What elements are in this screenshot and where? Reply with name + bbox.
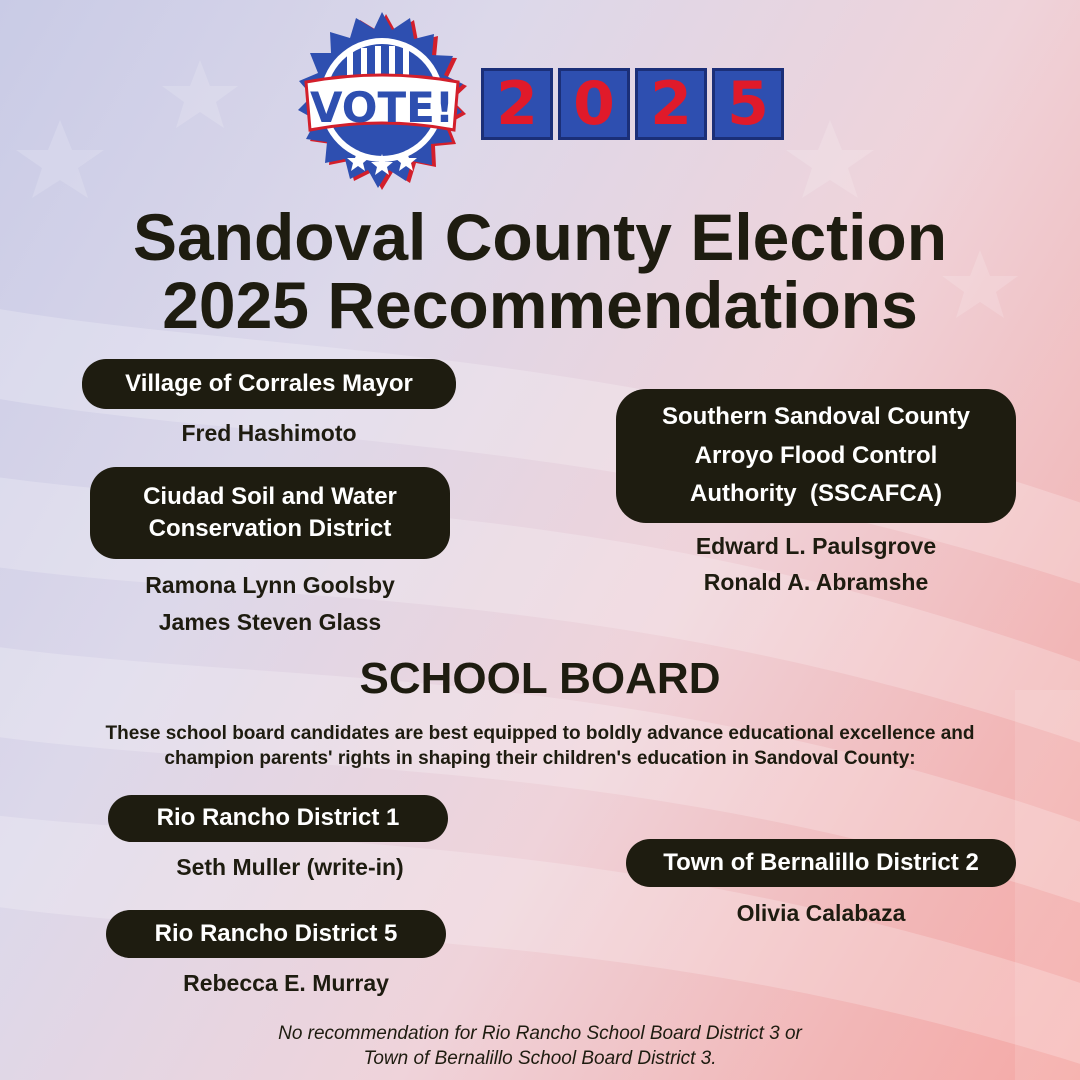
school-board-heading: SCHOOL BOARD: [359, 654, 721, 703]
candidate-name: Fred Hashimoto: [181, 420, 357, 446]
candidate-name: Ramona Lynn Goolsby: [145, 572, 395, 598]
footnote: No recommendation for Rio Rancho School Board District 3 or Town of Bernalillo School Board District 3.: [278, 1023, 802, 1069]
race-sscafca-label: Southern Sandoval County Arroyo Flood Control Authority (SSCAFCA): [616, 389, 1016, 523]
candidate-name: Rebecca E. Murray: [183, 970, 389, 996]
page-title-line2: 2025 Recommendations: [162, 268, 918, 342]
candidate-name: Olivia Calabaza: [736, 900, 906, 926]
race-rr5-label: Rio Rancho District 5: [106, 910, 446, 958]
year-digit: 5: [712, 68, 784, 140]
race-ciudad-label: Ciudad Soil and Water Conservation District: [90, 467, 450, 559]
candidate-name: Edward L. Paulsgrove: [695, 533, 937, 559]
year-digit: 0: [558, 68, 630, 140]
candidate-name: Ronald A. Abramshe: [703, 569, 929, 595]
school-board-intro: These school board candidates are best equipped to boldly advance educational excellence and champion parents' rights in shaping their children's education in Sandoval County:: [105, 723, 975, 769]
year-digit: 2: [635, 68, 707, 140]
vote-badge-label: VOTE!: [310, 83, 454, 132]
candidate-name: James Steven Glass: [158, 609, 382, 635]
year-digit: 2: [481, 68, 553, 140]
candidate-name: Seth Muller (write-in): [176, 854, 404, 880]
race-corrales-label: Village of Corrales Mayor: [82, 359, 456, 409]
race-bernalillo2-label: Town of Bernalillo District 2: [626, 839, 1016, 887]
race-rr1-label: Rio Rancho District 1: [108, 795, 448, 842]
vote-badge-icon: [286, 8, 478, 200]
page-title-line1: Sandoval County Election: [132, 200, 948, 274]
